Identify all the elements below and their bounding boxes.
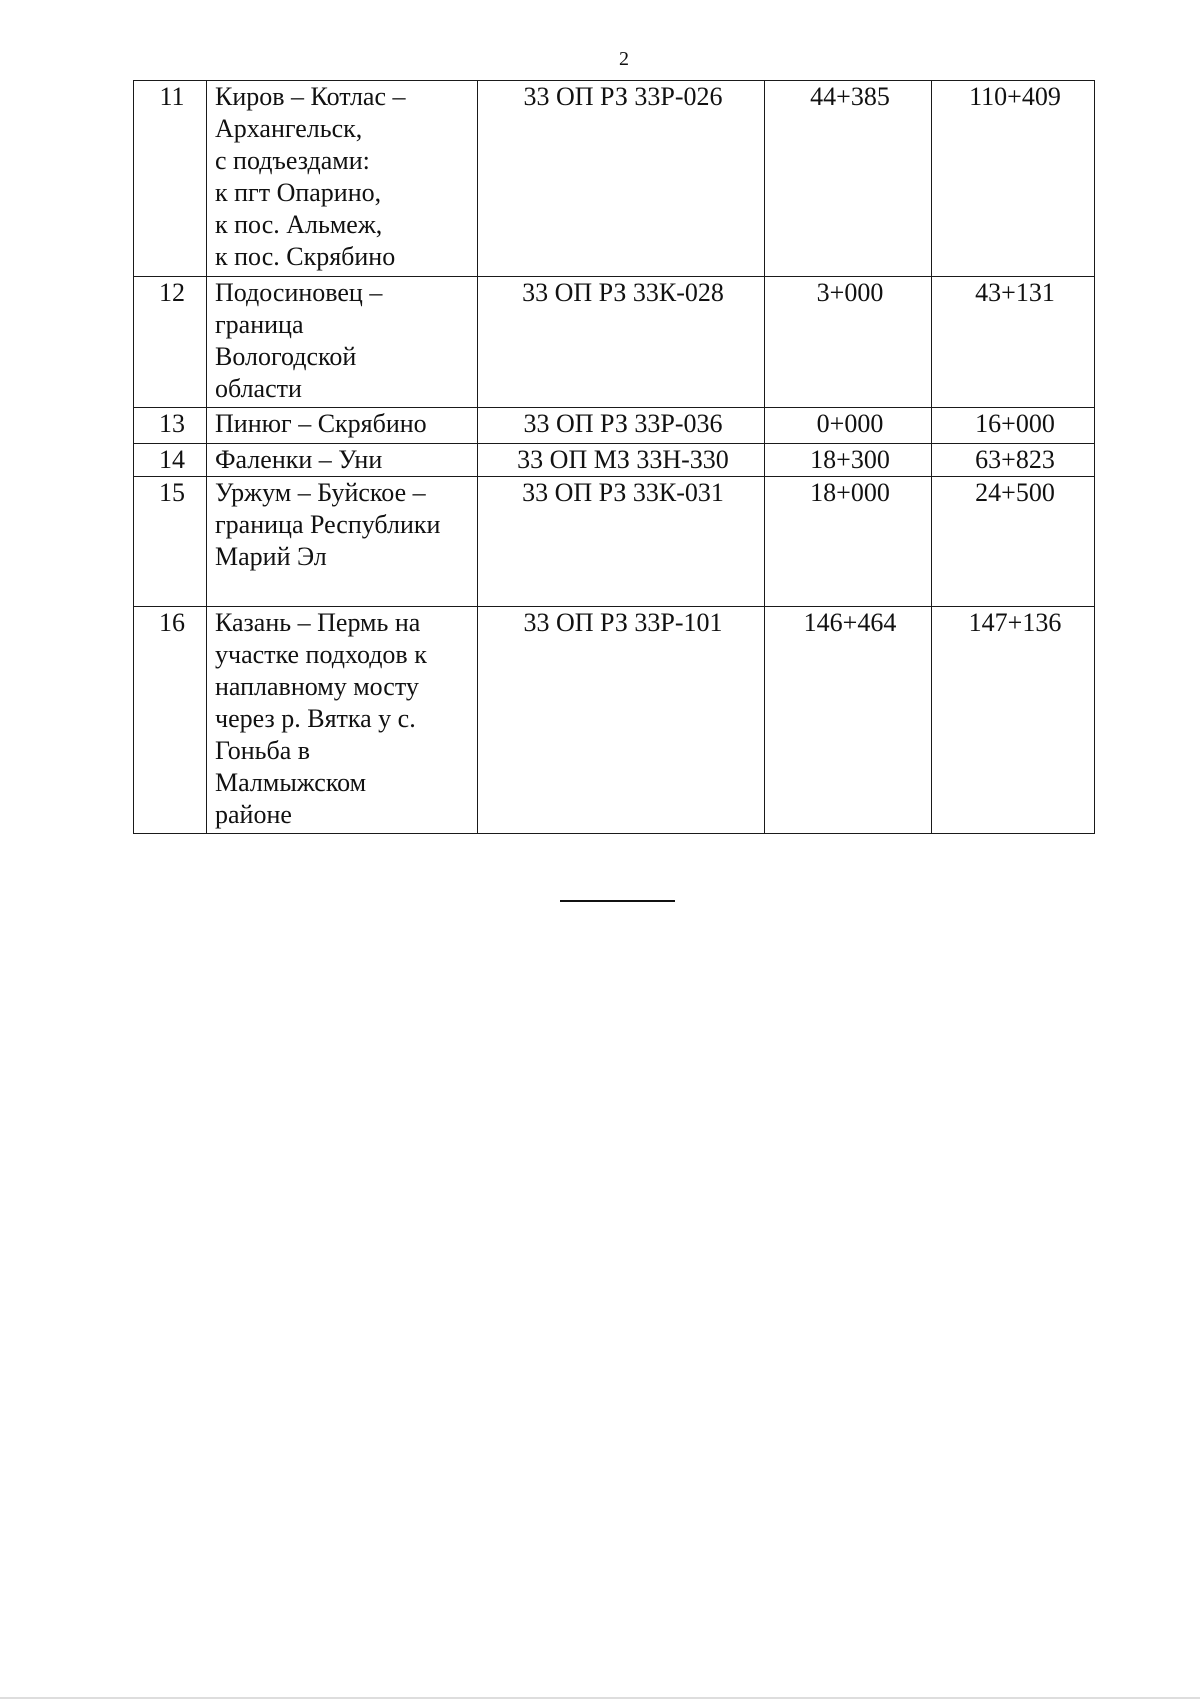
start-km: 18+300: [765, 444, 932, 477]
start-km: 44+385: [765, 81, 932, 277]
row-number: 16: [134, 607, 207, 834]
road-id-code: 33 ОП РЗ 33К-028: [478, 277, 765, 408]
road-name: Фаленки – Уни: [207, 444, 478, 477]
row-number: 14: [134, 444, 207, 477]
table-row: [134, 277, 1095, 408]
road-id-code: 33 ОП РЗ 33Р-036: [478, 408, 765, 444]
roads-table: [133, 80, 1095, 834]
row-number: 15: [134, 477, 207, 607]
road-name: Киров – Котлас – Архангельск, с подъездами: к пгт Опарино, к пос. Альмеж, к пос. Скрябино: [207, 81, 478, 277]
road-id-code: 33 ОП РЗ 33Р-101: [478, 607, 765, 834]
road-id-code: 33 ОП РЗ 33Р-026: [478, 81, 765, 277]
road-id-code: 33 ОП МЗ 33Н-330: [478, 444, 765, 477]
road-name: Подосиновец – граница Вологодской области: [207, 277, 478, 408]
end-km: 16+000: [932, 408, 1095, 444]
end-km: 24+500: [932, 477, 1095, 607]
table-row: [134, 408, 1095, 444]
road-id-code: 33 ОП РЗ 33К-031: [478, 477, 765, 607]
road-name: Пинюг – Скрябино: [207, 408, 478, 444]
row-number: 11: [134, 81, 207, 277]
end-km: 43+131: [932, 277, 1095, 408]
start-km: 0+000: [765, 408, 932, 444]
road-name: Казань – Пермь на участке подходов к наплавному мосту через р. Вятка у с. Гоньба в Малмыжском районе: [207, 607, 478, 834]
page-number: 2: [619, 48, 629, 70]
road-name: Уржум – Буйское – граница Республики Марий Эл: [207, 477, 478, 607]
row-number: 12: [134, 277, 207, 408]
start-km: 18+000: [765, 477, 932, 607]
end-km: 110+409: [932, 81, 1095, 277]
row-number: 13: [134, 408, 207, 444]
end-km: 147+136: [932, 607, 1095, 834]
start-km: 3+000: [765, 277, 932, 408]
table-row: [134, 81, 1095, 277]
start-km: 146+464: [765, 607, 932, 834]
table-row: [134, 444, 1095, 477]
end-km: 63+823: [932, 444, 1095, 477]
table-row: [134, 607, 1095, 834]
end-of-document-line: [560, 900, 675, 902]
table-row: [134, 477, 1095, 607]
